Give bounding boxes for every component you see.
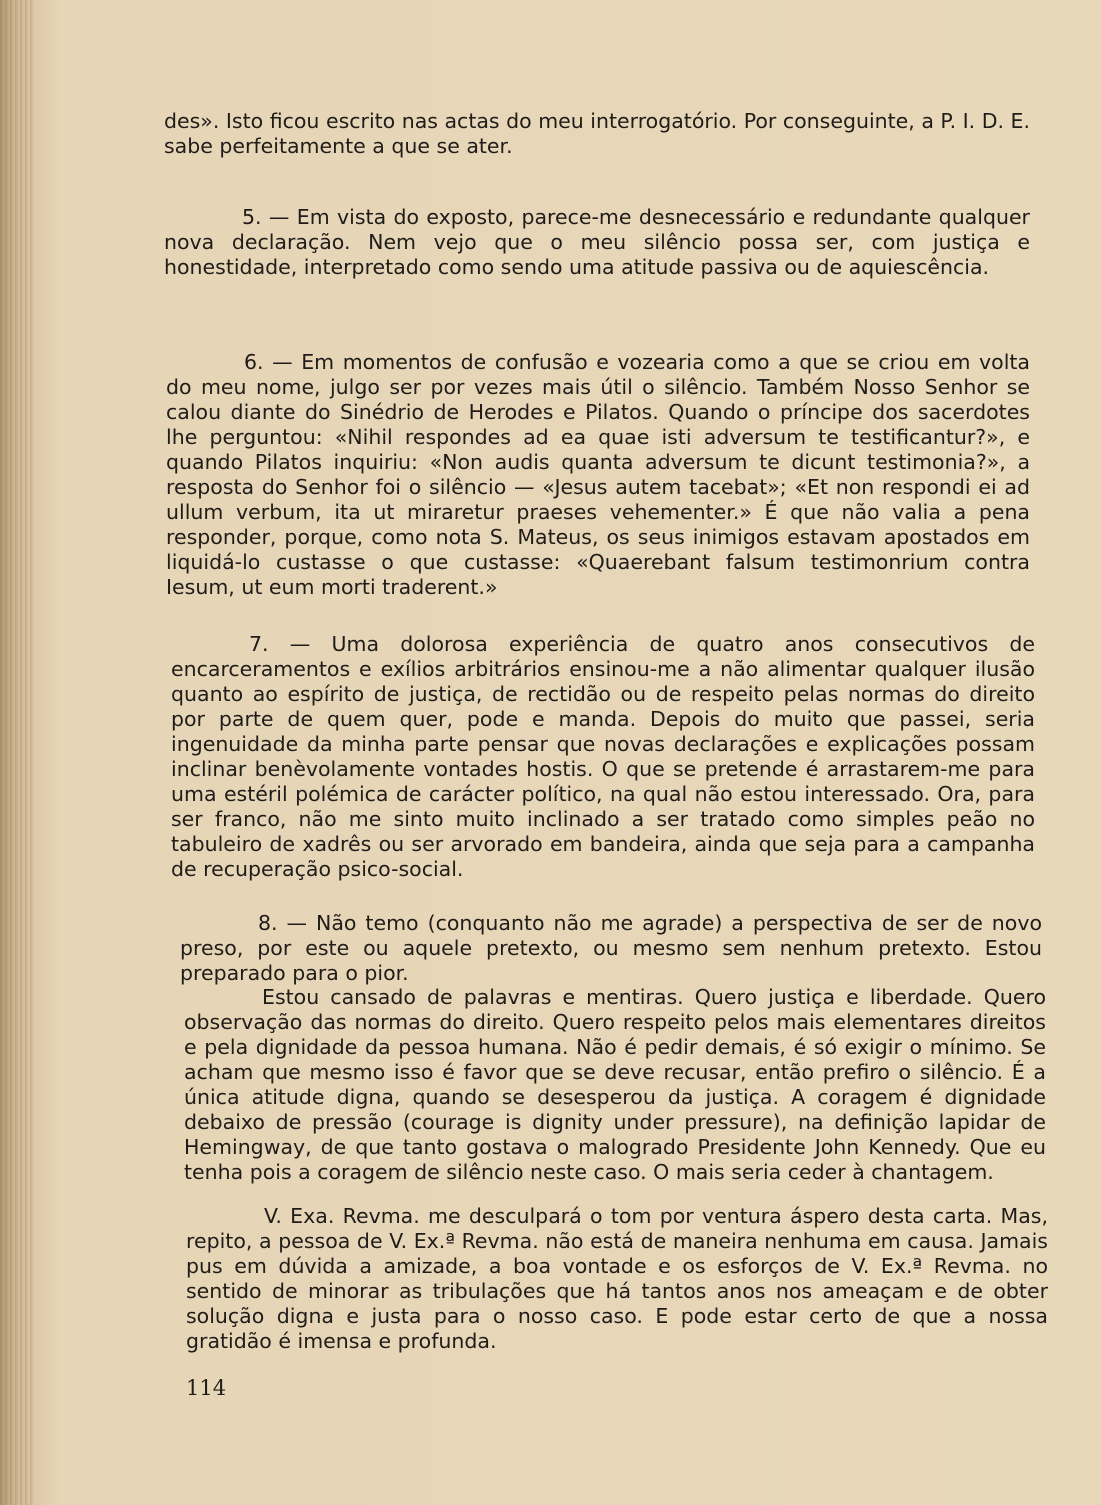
page-number: 114: [186, 1376, 227, 1400]
paragraph-5: 5. — Em vista do exposto, parece-me desnecessário e redundante qualquer nova declaração. Nem vejo que o meu silêncio possa ser, com justiça e honestidade, interpretado como sendo uma atitude passiva ou de aquiescência.: [164, 205, 1030, 279]
paragraph-8-continuation: Estou cansado de palavras e mentiras. Quero justiça e liberdade. Quero observação das normas do direito. Quero respeito pelos mais elementares direitos e pela dignidade da pessoa humana. Não é pedir demais, é só exigir o mínimo. Se acham que mesmo isso é favor que se deve recusar, então prefiro o silêncio. É a única atitude digna, quando se desesperou da justiça. A coragem é dignidade debaixo de pressão (courage is dignity under pressure), na definição lapidar de Hemingway, de que tanto gostava o malogrado Presidente John Kennedy. Que eu tenha pois a coragem de silêncio neste caso. O mais seria ceder à chantagem.: [184, 985, 1046, 1184]
paragraph-closing: V. Exa. Revma. me desculpará o tom por ventura áspero desta carta. Mas, repito, a pessoa de V. Ex.ª Revma. não está de maneira nenhuma em causa. Jamais pus em dúvida a amizade, a boa vontade e os esforços de V. Ex.ª Revma. no sentido de minorar as tribulações que há tantos anos nos ameaçam e de obter solução digna e justa para o nosso caso. E pode estar certo de que a nossa gratidão é imensa e profunda.: [186, 1204, 1048, 1353]
paragraph-continuation: des». Isto ficou escrito nas actas do meu interrogatório. Por conseguinte, a P. I. D. E. sabe perfeitamente a que se ater.: [164, 109, 1030, 158]
paragraph-8: 8. — Não temo (conquanto não me agrade) a perspectiva de ser de novo preso, por este ou aquele pretexto, ou mesmo sem nenhum pretexto. Estou preparado para o pior.: [180, 911, 1042, 985]
paragraph-6: 6. — Em momentos de confusão e vozearia como a que se criou em volta do meu nome, julgo ser por vezes mais útil o silêncio. Também Nosso Senhor se calou diante do Sinédrio de Herodes e Pilatos. Quando o príncipe dos sacerdotes lhe perguntou: «Nihil respondes ad ea quae isti adversum te testificantur?», e quando Pilatos inquiriu: «Non audis quanta adversum te dicunt testimonia?», a resposta do Senhor foi o silêncio — «Jesus autem tacebat»; «Et non respondi ei ad ullum verbum, ita ut miraretur praeses vehementer.» É que não valia a pena responder, porque, como nota S. Mateus, os seus inimigos estavam apostados em liquidá-lo custasse o que custasse: «Quaerebant falsum testimonrium contra Iesum, ut eum morti traderent.»: [166, 350, 1030, 599]
paragraph-7: 7. — Uma dolorosa experiência de quatro anos consecutivos de encarceramentos e exílios arbitrários ensinou-me a não alimentar qualquer ilusão quanto ao espírito de justiça, de rectidão ou de respeito pelas normas do direito por parte de quem quer, pode e manda. Depois do muito que passei, seria ingenuidade da minha parte pensar que novas declarações e explicações possam inclinar benèvolamente vontades hostis. O que se pretende é arrastarem-me para uma estéril polémica de carácter político, na qual não estou interessado. Ora, para ser franco, não me sinto muito inclinado a ser tratado como simples peão no tabuleiro de xadrês ou ser arvorado em bandeira, ainda que seja para a campanha de recuperação psico-social.: [171, 632, 1035, 881]
